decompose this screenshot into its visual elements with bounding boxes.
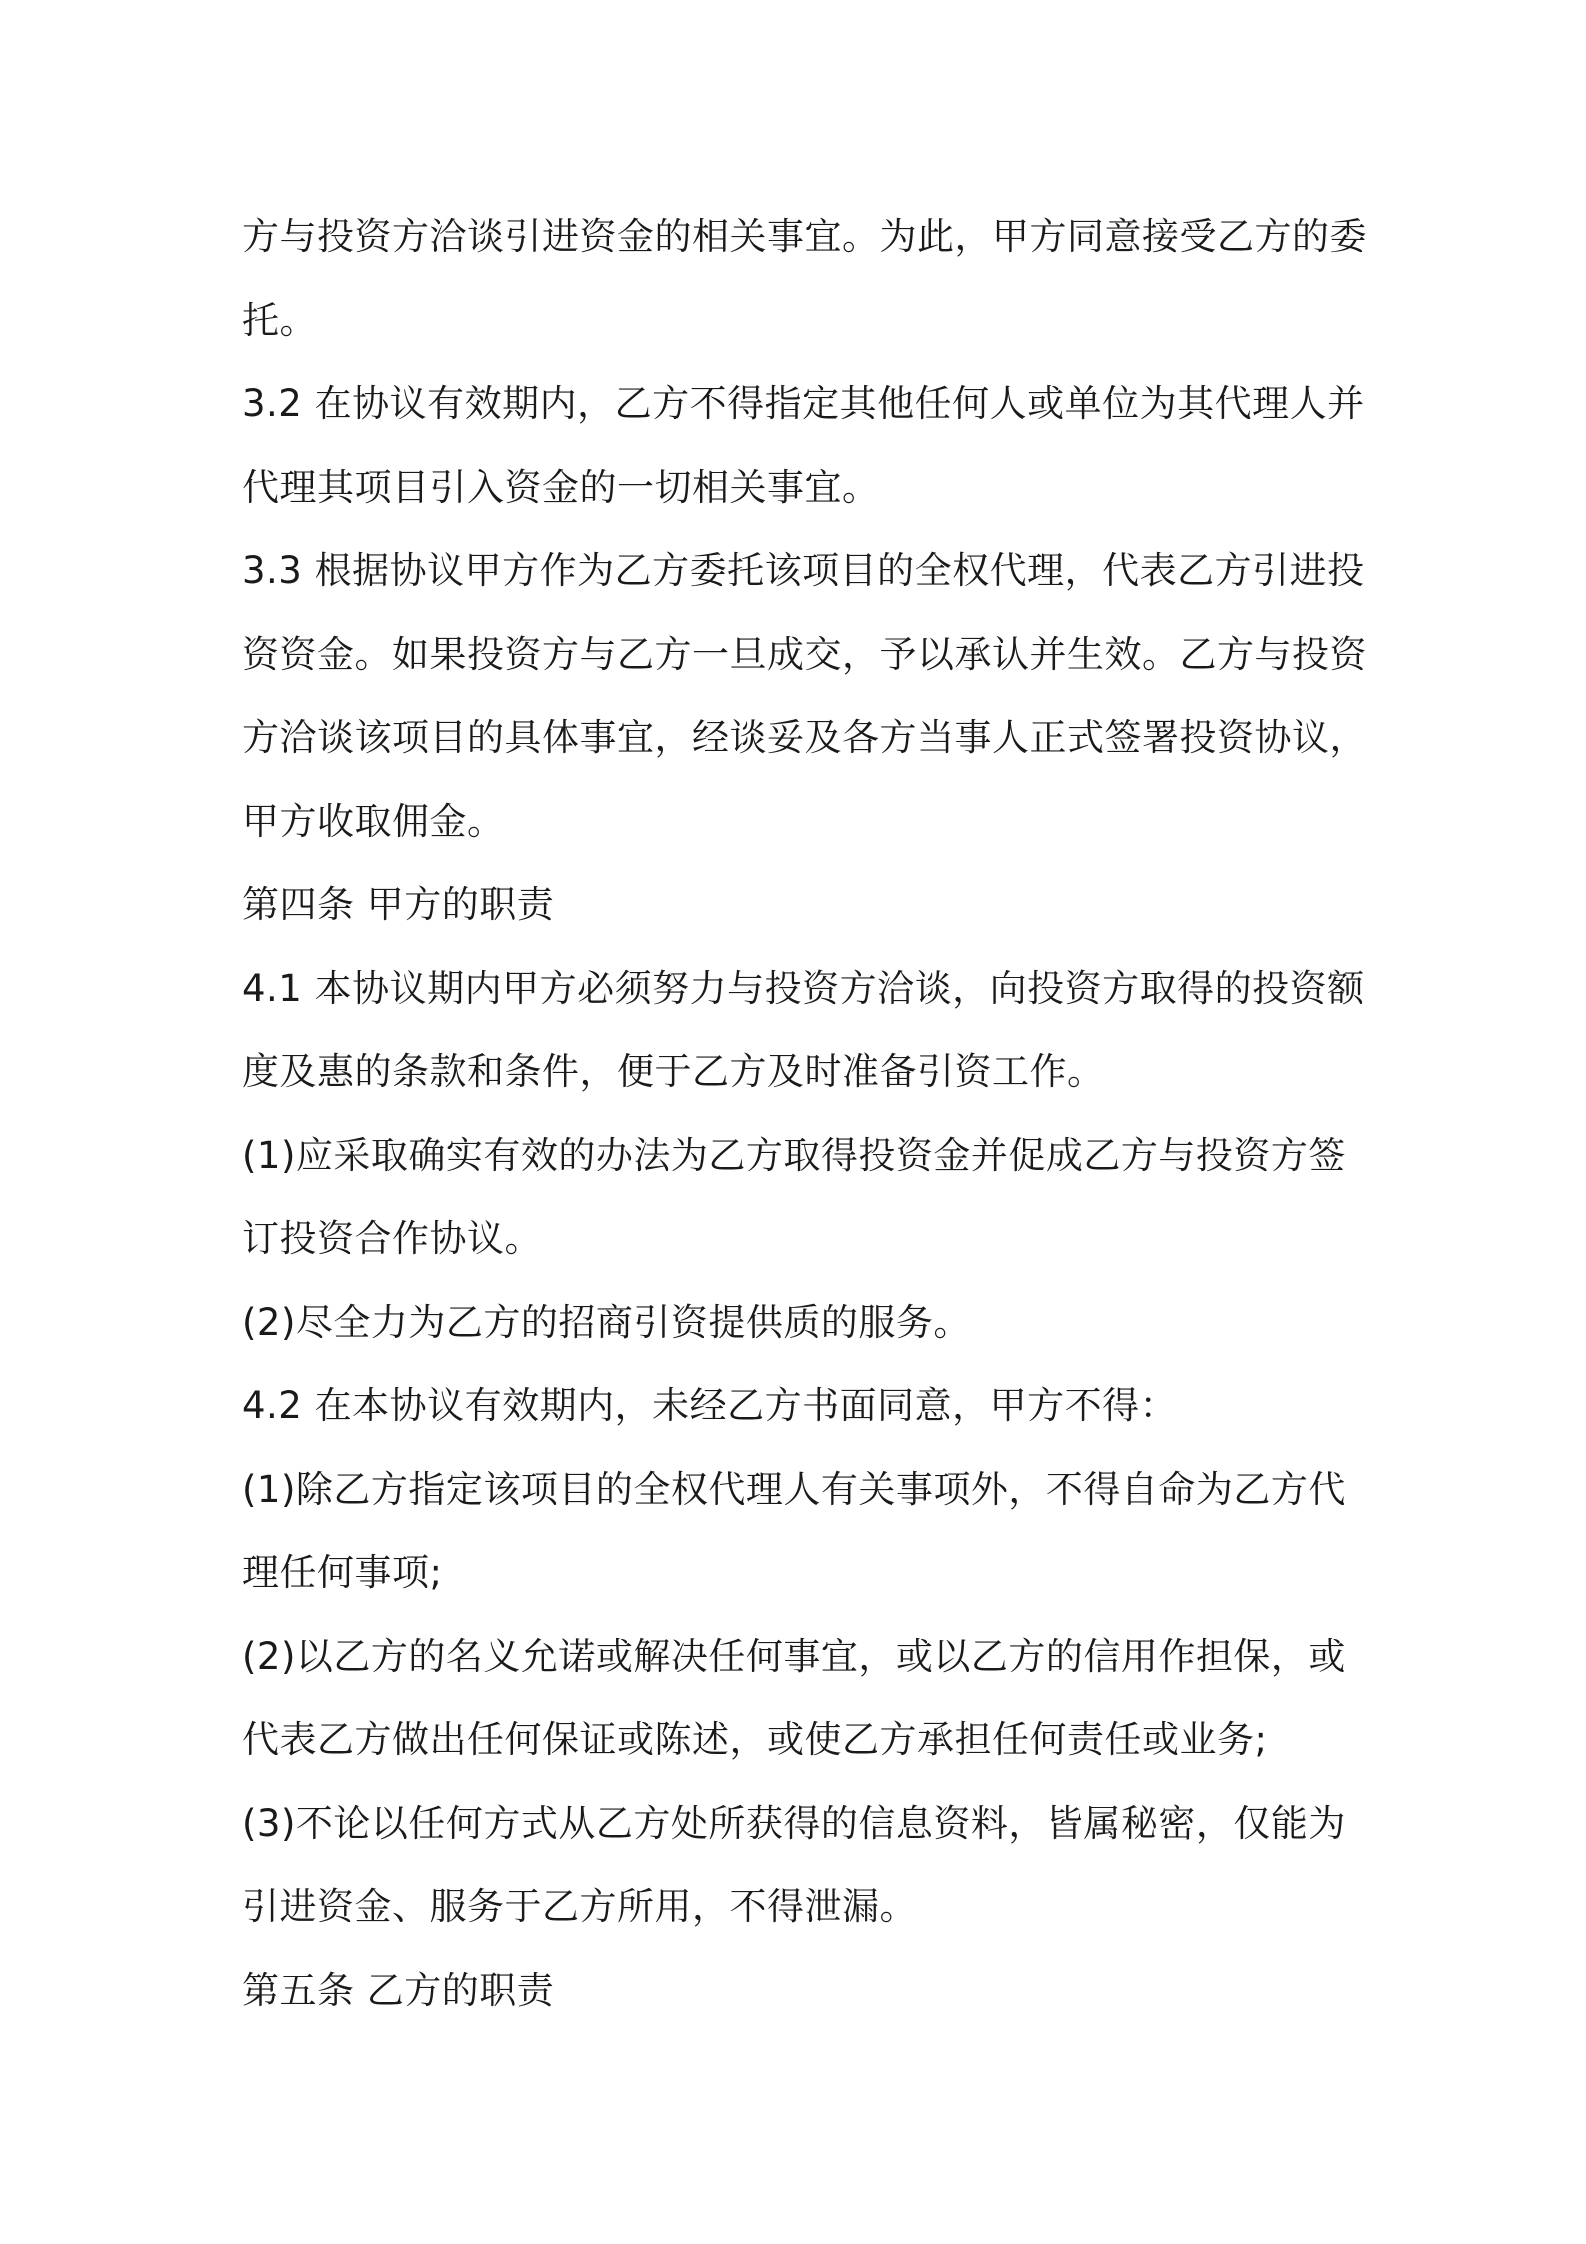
list-item-line: (2)以乙方的名义允诺或解决任何事宜，或以乙方的信用作担保，或 bbox=[242, 1634, 1346, 1678]
list-item-line: (1)应采取确实有效的办法为乙方取得投资金并促成乙方与投资方签 bbox=[242, 1133, 1346, 1177]
paragraph-line: 方与投资方洽谈引进资金的相关事宜。为此，甲方同意接受乙方的委 bbox=[242, 215, 1367, 258]
clause-3-2-line: 3.2 在协议有效期内，乙方不得指定其他任何人或单位为其代理人并 bbox=[242, 382, 1365, 425]
clause-3-3-line: 3.3 根据协议甲方作为乙方委托该项目的全权代理，代表乙方引进投 bbox=[242, 549, 1365, 592]
section-heading-article-4: 第四条 甲方的职责 bbox=[242, 883, 555, 926]
paragraph-line: 托。 bbox=[242, 298, 317, 342]
paragraph-line: 资资金。如果投资方与乙方一旦成交，予以承认并生效。乙方与投资 bbox=[242, 632, 1367, 676]
paragraph-line: 引进资金、服务于乙方所用，不得泄漏。 bbox=[242, 1885, 917, 1928]
paragraph-line: 理任何事项; bbox=[242, 1551, 443, 1594]
section-heading-article-5: 第五条 乙方的职责 bbox=[242, 1968, 555, 2012]
paragraph-line: 订投资合作协议。 bbox=[242, 1217, 542, 1260]
paragraph-line: 方洽谈该项目的具体事宜，经谈妥及各方当事人正式签署投资协议， bbox=[242, 716, 1367, 759]
list-item-line: (2)尽全力为乙方的招商引资提供质的服务。 bbox=[242, 1300, 971, 1344]
list-item-line: (1)除乙方指定该项目的全权代理人有关事项外，不得自命为乙方代 bbox=[242, 1467, 1346, 1511]
clause-4-2-line: 4.2 在本协议有效期内，未经乙方书面同意，甲方不得： bbox=[242, 1384, 1178, 1427]
paragraph-line: 度及惠的条款和条件，便于乙方及时准备引资工作。 bbox=[242, 1050, 1105, 1093]
paragraph-line: 代理其项目引入资金的一切相关事宜。 bbox=[242, 465, 880, 509]
clause-4-1-line: 4.1 本协议期内甲方必须努力与投资方洽谈，向投资方取得的投资额 bbox=[242, 966, 1365, 1010]
document-body bbox=[242, 195, 1367, 2032]
list-item-line: (3)不论以任何方式从乙方处所获得的信息资料，皆属秘密，仅能为 bbox=[242, 1801, 1346, 1845]
paragraph-line: 甲方收取佣金。 bbox=[242, 799, 505, 843]
paragraph-line: 代表乙方做出任何保证或陈述，或使乙方承担任何责任或业务; bbox=[242, 1718, 1268, 1761]
